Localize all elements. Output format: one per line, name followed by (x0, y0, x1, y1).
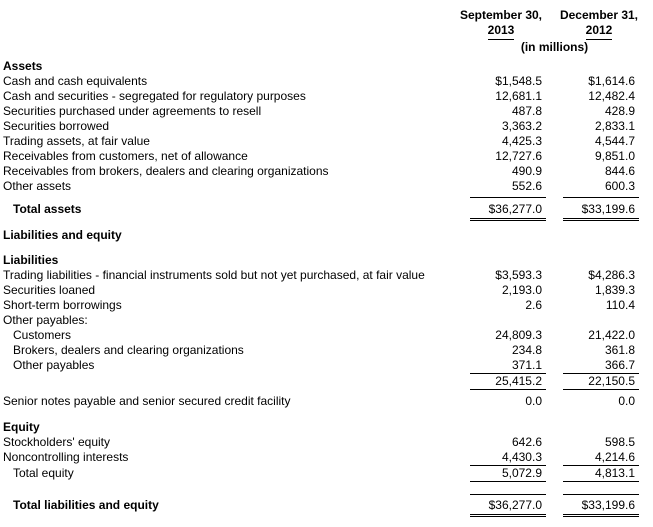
row-label: Other payables (13, 358, 95, 372)
units-label: (in millions) (520, 40, 589, 54)
value-2013: $36,277.0 (488, 498, 542, 512)
value-2012: 110.4 (605, 298, 635, 312)
value-2013: 12,727.6 (495, 149, 542, 163)
value-2013: 3,363.2 (501, 119, 542, 133)
value-2012: 366.7 (604, 358, 635, 372)
value-2012: 428.9 (604, 104, 635, 118)
value-2012: 0.0 (618, 394, 635, 408)
row-label: Total equity (13, 466, 74, 480)
value-2012: 4,214.6 (594, 450, 635, 464)
row-label: Trading assets, at fair value (3, 134, 150, 148)
double-rule (563, 514, 639, 515)
table-row (0, 283, 653, 298)
value-2012: $33,199.6 (581, 202, 635, 216)
subtotal-rule (563, 389, 639, 390)
value-2013: 371.1 (511, 358, 542, 372)
value-2013: 12,681.1 (495, 89, 542, 103)
row-label: Noncontrolling interests (3, 450, 129, 464)
value-2012: 600.3 (604, 179, 635, 193)
table-row (0, 164, 653, 179)
column-header-line2: 2012 (586, 23, 613, 40)
table-row (0, 268, 653, 283)
table-row (0, 89, 653, 104)
value-2013: 2,193.0 (501, 283, 542, 297)
row-label: Total assets (13, 202, 82, 216)
subsection-other-payables (0, 313, 653, 328)
subtotal-rule (470, 389, 546, 390)
row-label: Securities purchased under agreements to resell (3, 104, 262, 118)
column-header-sep-2013 (455, 8, 547, 40)
value-2012: $1,614.6 (588, 74, 635, 88)
value-2012: 22,150.5 (588, 374, 635, 388)
value-2012: 2,833.1 (594, 119, 635, 133)
value-2012: 844.6 (604, 164, 635, 178)
table-row (0, 134, 653, 149)
section-header-liabilities-and-equity (0, 228, 653, 243)
table-row (0, 343, 653, 358)
double-rule (563, 220, 639, 221)
table-row (0, 394, 653, 409)
table-row (0, 450, 653, 465)
section-label: Equity (3, 420, 40, 434)
value-2013: 4,430.3 (501, 450, 542, 464)
row-label: Stockholders' equity (3, 435, 111, 449)
value-2012: 4,544.7 (594, 134, 635, 148)
value-2013: 5,072.9 (501, 466, 542, 480)
double-rule (563, 218, 639, 219)
section-label: Assets (3, 59, 43, 73)
section-header-liabilities (0, 253, 653, 268)
row-label: Other assets (3, 179, 72, 193)
value-2013: 24,809.3 (495, 328, 542, 342)
value-2012: 1,839.3 (594, 283, 635, 297)
column-header-line1: December 31, (559, 8, 639, 22)
table-row (0, 435, 653, 450)
table-row (0, 74, 653, 89)
value-2012: 4,813.1 (594, 466, 635, 480)
table-row (0, 358, 653, 373)
row-label: Senior notes payable and senior secured credit facility (3, 394, 291, 408)
value-2013: 487.8 (511, 104, 542, 118)
total-rule (470, 197, 546, 198)
table-row (0, 149, 653, 164)
value-2012: 598.5 (604, 435, 635, 449)
column-header-line2: 2013 (488, 23, 515, 40)
value-2013: 234.8 (511, 343, 542, 357)
value-2013: 4,425.3 (501, 134, 542, 148)
value-2012: 12,482.4 (588, 89, 635, 103)
table-row-subtotal (0, 374, 653, 389)
double-rule (470, 218, 546, 219)
row-label: Other payables: (3, 313, 88, 327)
table-row-total (0, 202, 653, 217)
total-rule (563, 494, 639, 495)
double-rule (470, 220, 546, 221)
row-label: Short-term borrowings (3, 298, 122, 312)
double-rule (470, 514, 546, 515)
total-rule (470, 494, 546, 495)
section-label: Liabilities (3, 253, 59, 267)
table-row (0, 298, 653, 313)
section-header-assets (0, 59, 653, 74)
row-label: Customers (13, 328, 72, 342)
value-2013: 2.6 (525, 298, 542, 312)
row-label: Receivables from brokers, dealers and clearing organizations (3, 164, 329, 178)
row-label: Securities loaned (3, 283, 96, 297)
value-2013: 25,415.2 (495, 374, 542, 388)
value-2012: $33,199.6 (581, 498, 635, 512)
subtotal-rule (470, 481, 546, 482)
value-2013: 642.6 (511, 435, 542, 449)
table-row-total (0, 498, 653, 513)
table-row (0, 104, 653, 119)
subtotal-rule (563, 481, 639, 482)
row-label: Total liabilities and equity (13, 498, 159, 512)
table-row (0, 179, 653, 194)
value-2013: $1,548.5 (495, 74, 542, 88)
column-header-dec-2012 (553, 8, 645, 40)
table-row (0, 119, 653, 134)
value-2012: 9,851.0 (594, 149, 635, 163)
row-label: Brokers, dealers and clearing organizations (13, 343, 244, 357)
value-2012: 361.8 (604, 343, 635, 357)
section-label: Liabilities and equity (3, 228, 122, 242)
total-rule (563, 197, 639, 198)
value-2013: 552.6 (511, 179, 542, 193)
row-label: Trading liabilities - financial instruments sold but not yet purchased, at fair value (3, 268, 425, 282)
table-row-subtotal (0, 466, 653, 481)
value-2013: $3,593.3 (495, 268, 542, 282)
double-rule (470, 516, 546, 517)
double-rule (563, 516, 639, 517)
value-2013: 490.9 (511, 164, 542, 178)
row-label: Cash and cash equivalents (3, 74, 148, 88)
row-label: Cash and securities - segregated for regulatory purposes (3, 89, 306, 103)
value-2012: $4,286.3 (588, 268, 635, 282)
value-2012: 21,422.0 (588, 328, 635, 342)
section-header-equity (0, 420, 653, 435)
row-label: Securities borrowed (3, 119, 110, 133)
column-header-line1: September 30, (459, 8, 543, 22)
value-2013: $36,277.0 (488, 202, 542, 216)
row-label: Receivables from customers, net of allowance (3, 149, 248, 163)
value-2013: 0.0 (525, 394, 542, 408)
table-row (0, 328, 653, 343)
